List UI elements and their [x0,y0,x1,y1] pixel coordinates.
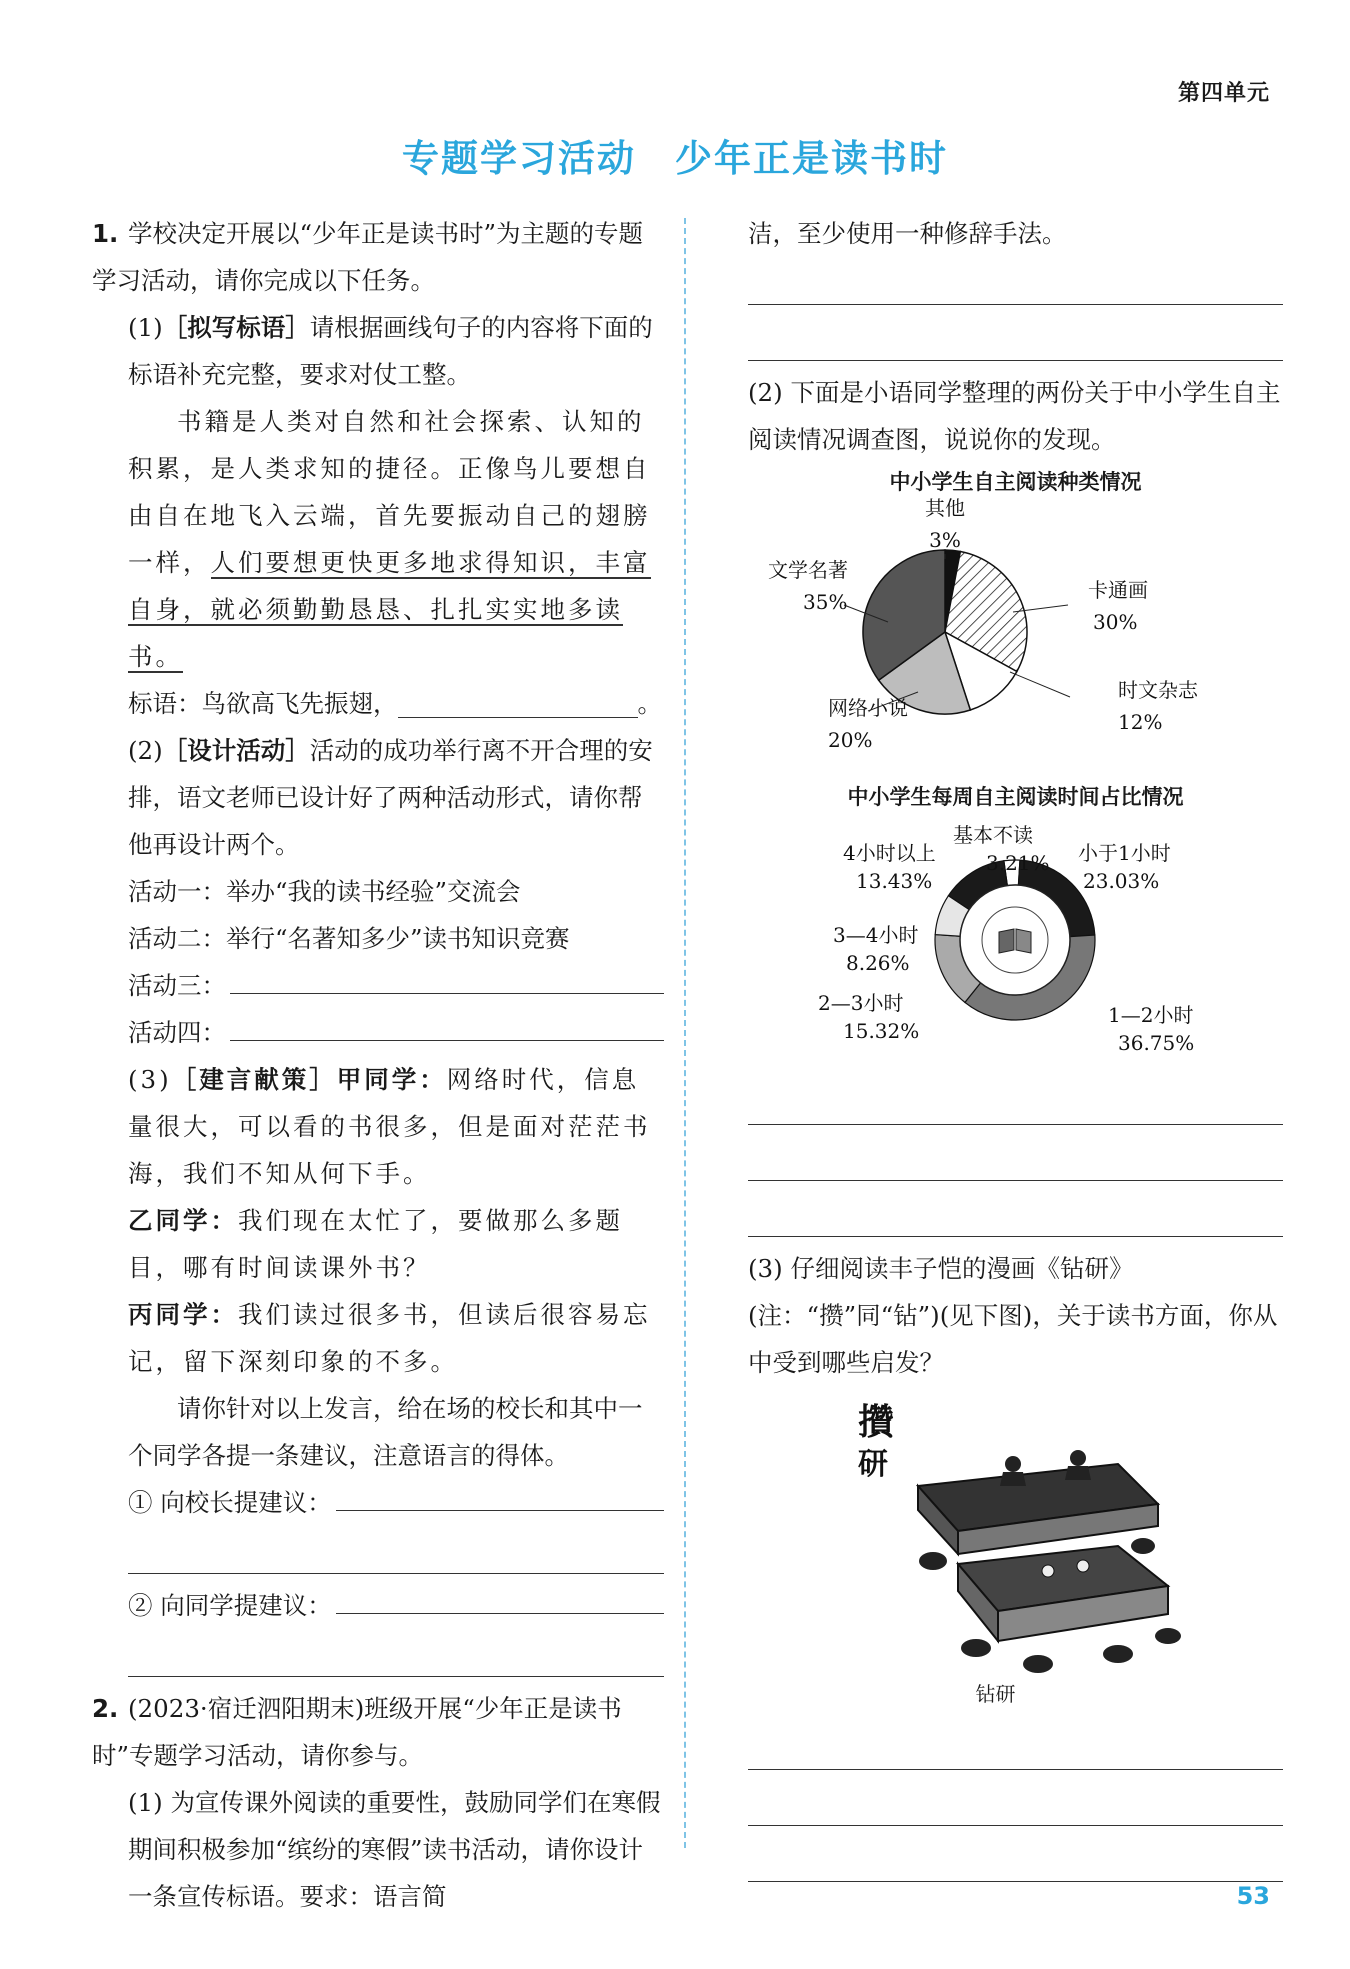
answer-line[interactable] [748,1189,1283,1237]
suggestion-principal-blank[interactable] [336,1480,664,1511]
donut-category-label: 基本不读 [953,823,1033,847]
donut-value-label: 8.26% [846,951,910,975]
suggestion-classmate: ② 向同学提建议： [92,1582,664,1629]
chart2-title: 中小学生每周自主阅读时间占比情况 [847,785,1184,809]
activity-1: 活动一：举办“我的读书经验”交流会 [128,877,521,906]
right-column [748,210,1283,1890]
comic-caption: 钻研 [975,1682,1016,1706]
slogan-blank[interactable] [398,687,638,718]
pie-leader-line [1010,672,1070,697]
task-tag: ［建言献策］ [171,1065,337,1094]
pie-value-label: 30% [1093,610,1138,634]
q2-task1-cont: 洁，至少使用一种修辞手法。 [748,219,1067,248]
answer-line[interactable] [748,1778,1283,1826]
comic-title-char-1: 攢 [858,1401,895,1443]
donut-category-label: 小于1小时 [1078,841,1171,865]
unit-label: 第四单元 [1177,81,1270,106]
donut-category-label: 3—4小时 [833,923,919,947]
comic-title-char-2: 研 [858,1447,888,1482]
donut-value-label: 23.03% [1083,869,1160,893]
slogan-line: 标语：鸟欲高飞先振翅， 。 [128,689,662,718]
pie-category-label: 其他 [925,497,965,520]
donut-category-label: 1—2小时 [1108,1003,1194,1027]
underlined-sentence: 人们要想更快更多地求得知识，丰富自身，就必须勤勤恳恳、扎扎实实地多读书。 [128,548,651,671]
pie-value-label: 35% [803,590,848,614]
q1-task3: (3)［建言献策］甲同学：网络时代，信息量很大，可以看的书很多，但是面对茫茫书海，我们不知从何下手。 [128,1065,651,1188]
pie-category-label: 文学名著 [768,558,848,582]
activity-3-blank[interactable] [230,963,664,994]
speaker-a: 甲同学： [336,1065,447,1094]
answer-line[interactable] [748,1834,1283,1882]
q2-task3: (3) 仔细阅读丰子恺的漫画《钻研》(注：“攒”同“钻”)(见下图)，关于读书方面，你从中受到哪些启发？ [748,1254,1278,1377]
q2-task1: (1) 为宣传课外阅读的重要性，鼓励同学们在寒假期间积极参加“缤纷的寒假”读书活动，请你设计一条宣传标语。要求：语言简 [128,1788,661,1911]
donut-value-label: 36.75% [1118,1031,1195,1055]
suggestion-classmate-blank[interactable] [336,1583,664,1614]
donut-category-label: 2—3小时 [818,991,904,1015]
answer-line[interactable] [128,1629,664,1677]
suggestion-principal: ① 向校长提建议： [92,1479,664,1526]
speaker-b-line: 乙同学：我们现在太忙了，要做那么多题目，哪有时间读课外书？ [128,1206,623,1282]
pie-value-label: 3% [929,528,961,552]
donut-value-label: 15.32% [843,1019,920,1043]
speaker-c: 丙同学： [128,1300,238,1329]
pie-value-label: 12% [1118,710,1163,734]
page-title: 专题学习活动 少年正是读书时 [402,137,948,180]
answer-line[interactable] [748,1722,1283,1770]
reading-time-donut-chart [748,812,1283,1062]
q2-task2: (2) 下面是小语同学整理的两份关于中小学生自主阅读情况调查图，说说你的发现。 [748,378,1281,454]
q2-intro: 2. (2023·宿迁泗阳期末)班级开展“少年正是读书时”专题学习活动，请你参与。 [92,1685,664,1779]
comic-illustration [748,1386,1283,1686]
speaker-b: 乙同学： [128,1206,238,1235]
q1-task1: (1)［拟写标语］请根据画线句子的内容将下面的标语补充完整，要求对仗工整。 [128,313,653,389]
pie-value-label: 20% [828,728,873,752]
speaker-c-line: 丙同学：我们读过很多书，但读后很容易忘记，留下深刻印象的不多。 [128,1300,651,1376]
pie-category-label: 时文杂志 [1118,678,1198,702]
column-divider [684,218,686,1848]
activity-2: 活动二：举行“名著知多少”读书知识竞赛 [128,924,570,953]
q2-number: 2. [92,1694,119,1723]
answer-line[interactable] [748,313,1283,361]
q1-task2: (2)［设计活动］活动的成功举行离不开合理的安排，语文老师已设计好了两种活动形式，请你帮他再设计两个。 [128,736,653,859]
q1-passage: 书籍是人类对自然和社会探索、认知的积累，是人类求知的捷径。正像鸟儿要想自由自在地飞入云端，首先要振动自己的翅膀一样，人们要想更快更多地求得知识，丰富自身，就必须勤勤恳恳、扎扎实实地多读书。 [128,407,651,671]
answer-line[interactable] [748,1077,1283,1125]
reading-type-pie-chart [748,497,1283,767]
task-tag: ［拟写标语］ [162,313,310,342]
second-book-drawing [958,1546,1168,1641]
answer-line[interactable] [128,1526,664,1574]
pie-category-label: 卡通画 [1088,578,1148,602]
large-book-drawing [918,1450,1158,1554]
q1-number: 1. [92,219,119,248]
left-column [92,210,664,1920]
activity-4: 活动四： [92,1009,664,1056]
answer-line[interactable] [748,1133,1283,1181]
donut-value-label: 13.43% [856,869,933,893]
donut-value-label: 3.21% [986,851,1050,875]
page-number: 53 [1236,1882,1270,1910]
pie-category-label: 网络小说 [828,696,908,720]
q1-intro: 1. 学校决定开展以“少年正是读书时”为主题的专题学习活动，请你完成以下任务。 [92,210,664,304]
q1-task3-instruction: 请你针对以上发言，给在场的校长和其中一个同学各提一条建议，注意语言的得体。 [128,1394,643,1470]
donut-center [982,907,1048,973]
answer-line[interactable] [748,257,1283,305]
donut-category-label: 4小时以上 [843,841,936,865]
chart1-title: 中小学生自主阅读种类情况 [889,470,1142,494]
task-tag: ［设计活动］ [162,736,310,765]
activity-4-blank[interactable] [230,1010,664,1041]
activity-3: 活动三： [92,962,664,1009]
